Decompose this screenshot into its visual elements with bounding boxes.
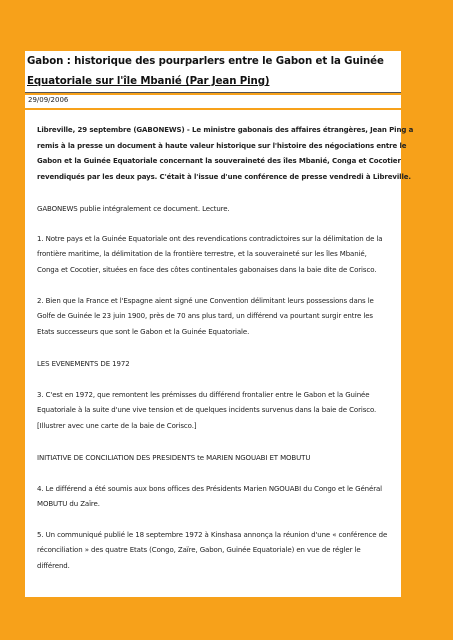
article-title-line-2: Equatoriale sur l'île Mbanié (Par Jean Ping) xyxy=(27,76,270,87)
body-line: frontière maritime, la délimitation de la frontière terrestre, et la souveraineté sur les îles Mbanié, xyxy=(37,250,367,258)
body-line: Gabon et la Guinée Equatoriale concernant la souveraineté des îles Mbanié, Conga et Cocotier xyxy=(37,157,401,165)
body-line: différend. xyxy=(37,562,70,570)
article-body-box xyxy=(25,110,401,597)
body-line: 5. Un communiqué publié le 18 septembre 1972 à Kinshasa annonça la réunion d'une « conférence de xyxy=(37,531,388,539)
body-line: Etats successeurs que sont le Gabon et la Guinée Equatoriale. xyxy=(37,328,250,336)
body-line: réconciliation » des quatre Etats (Congo, Zaïre, Gabon, Guinée Equatoriale) en vue de régler le xyxy=(37,546,361,554)
body-line: remis à la presse un document à haute valeur historique sur l'histoire des négociations entre le xyxy=(37,142,407,150)
body-line: Conga et Cocotier, situées en face des côtes continentales gabonaises dans la baie dite de Corisco. xyxy=(37,266,377,274)
body-line: 1. Notre pays et la Guinée Equatoriale ont des revendications contradictoires sur la délimitation de la xyxy=(37,235,383,243)
body-line: revendiqués par les deux pays. C'était à l'issue d'une conférence de presse vendredi à Libreville. xyxy=(37,173,411,181)
body-line: GABONEWS publie intégralement ce document. Lecture. xyxy=(37,205,230,213)
publication-date: 29/09/2006 xyxy=(28,96,69,104)
date-box xyxy=(25,95,401,108)
body-line: 2. Bien que la France et l'Espagne aient signé une Convention délimitant leurs possessions dans le xyxy=(37,297,374,305)
body-line: 3. C'est en 1972, que remontent les prémisses du différend frontalier entre le Gabon et la Guinée xyxy=(37,391,370,399)
title-box xyxy=(25,51,401,93)
body-line: 4. Le différend a été soumis aux bons offices des Présidents Marien NGOUABI du Congo et le Général xyxy=(37,485,383,493)
body-line: Libreville, 29 septembre (GABONEWS) - Le ministre gabonais des affaires étrangères, Jean Ping a xyxy=(37,126,414,134)
body-line: [Illustrer avec une carte de la baie de Corisco.] xyxy=(37,422,197,430)
body-line: INITIATIVE DE CONCILIATION DES PRESIDENTS te MARIEN NGOUABI ET MOBUTU xyxy=(37,454,311,462)
body-line: MOBUTU du Zaïre. xyxy=(37,500,100,508)
body-line: Golfe de Guinée le 23 juin 1900, près de 70 ans plus tard, un différend va pourtant surgir entre les xyxy=(37,312,373,320)
body-line: LES EVENEMENTS DE 1972 xyxy=(37,360,130,368)
body-line: Equatoriale à la suite d'une vive tension et de quelques incidents survenus dans la baie de Corisco. xyxy=(37,406,377,414)
article-title-line-1: Gabon : historique des pourparlers entre le Gabon et la Guinée xyxy=(27,56,384,67)
